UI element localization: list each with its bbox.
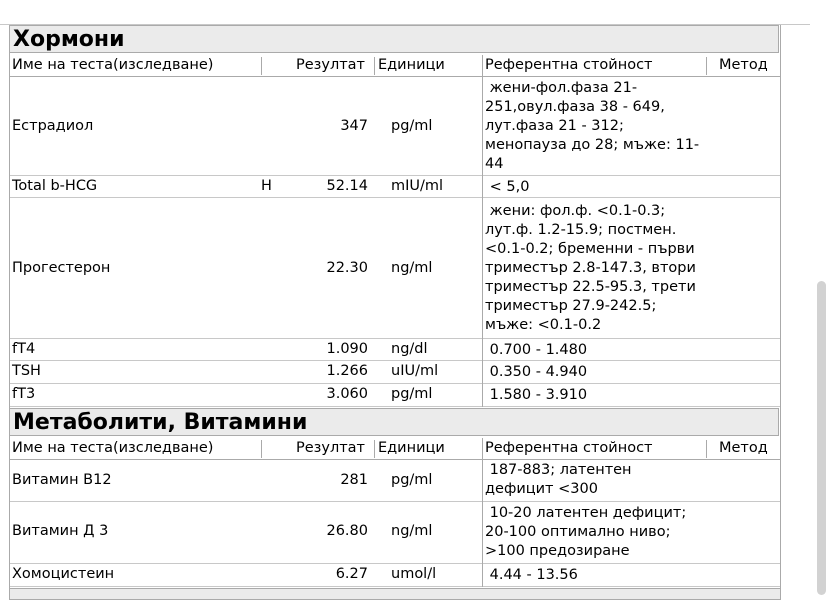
test-name: Хомоцистеин	[12, 566, 115, 582]
test-name: Total b-HCG	[12, 178, 98, 194]
test-result: 1.266	[326, 363, 368, 379]
test-name: fT4	[12, 341, 36, 357]
col-result-header: Резултат	[296, 57, 366, 73]
col-name-header: Име на теста(изследване)	[12, 440, 214, 456]
section-title-hormones: Хормони	[9, 25, 779, 53]
col-result-header: Резултат	[296, 440, 366, 456]
test-unit: uIU/ml	[391, 363, 439, 379]
test-result: 1.090	[326, 341, 368, 357]
test-name: Естрадиол	[12, 118, 94, 134]
table-row	[9, 176, 781, 198]
test-unit: pg/ml	[391, 472, 433, 488]
test-unit: mIU/ml	[391, 178, 444, 194]
scrollbar-thumb[interactable]	[817, 281, 826, 595]
col-units-header: Единици	[378, 440, 445, 456]
test-name: TSH	[12, 363, 41, 379]
test-result: 52.14	[326, 178, 368, 194]
test-result: 281	[340, 472, 368, 488]
next-section-header	[9, 588, 781, 600]
test-unit: ng/ml	[391, 260, 433, 276]
test-reference: жени: фол.ф. <0.1-0.3; лут.ф. 1.2-15.9; постмен. <0.1-0.2; бременни - първи триместър 2.8-147.3, втори триместър 22.5-95.3, трети триместър 27.9-242.5; мъже: <0.1-0.2	[485, 203, 696, 333]
test-reference: 4.44 - 13.56	[485, 567, 578, 583]
col-method-header: Метод	[719, 440, 768, 456]
test-unit: ng/dl	[391, 341, 428, 357]
high-flag: H	[261, 178, 272, 194]
table-row	[9, 198, 781, 339]
section-title-metabolites: Метаболити, Витамини	[9, 408, 779, 436]
test-reference: жени-фол.фаза 21- 251,овул.фаза 38 - 649, лут.фаза 21 - 312; менопауза до 28; мъже: 11- 44	[485, 80, 700, 172]
table-header-metabolites	[9, 438, 781, 460]
test-unit: umol/l	[391, 566, 437, 582]
test-result: 6.27	[335, 566, 368, 582]
table-row	[9, 384, 781, 407]
test-name: Прогестерон	[12, 260, 111, 276]
table-row	[9, 77, 781, 176]
col-name-header: Име на теста(изследване)	[12, 57, 214, 73]
table-row	[9, 502, 781, 564]
test-name: fT3	[12, 386, 36, 402]
test-name: Витамин B12	[12, 472, 112, 488]
test-reference: 187-883; латентен дефицит <300	[485, 462, 632, 497]
test-unit: pg/ml	[391, 118, 433, 134]
col-method-header: Метод	[719, 57, 768, 73]
test-result: 347	[340, 118, 368, 134]
test-reference: 0.350 - 4.940	[485, 364, 588, 380]
test-result: 3.060	[326, 386, 368, 402]
col-reference-header: Референтна стойност	[485, 57, 653, 73]
col-reference-header: Референтна стойност	[485, 440, 653, 456]
test-unit: ng/ml	[391, 523, 433, 539]
test-reference: 10-20 латентен дефицит; 20-100 оптимално ниво; >100 предозиране	[485, 505, 687, 559]
test-reference: 0.700 - 1.480	[485, 342, 588, 358]
table-row	[9, 361, 781, 384]
table-header-hormones	[9, 55, 781, 77]
test-reference: < 5,0	[485, 179, 530, 195]
test-name: Витамин Д 3	[12, 523, 109, 539]
test-result: 22.30	[326, 260, 368, 276]
col-units-header: Единици	[378, 57, 445, 73]
test-unit: pg/ml	[391, 386, 433, 402]
table-row	[9, 339, 781, 361]
table-row	[9, 460, 781, 502]
table-row	[9, 564, 781, 587]
test-result: 26.80	[326, 523, 368, 539]
test-reference: 1.580 - 3.910	[485, 387, 588, 403]
top-bar	[0, 0, 828, 25]
